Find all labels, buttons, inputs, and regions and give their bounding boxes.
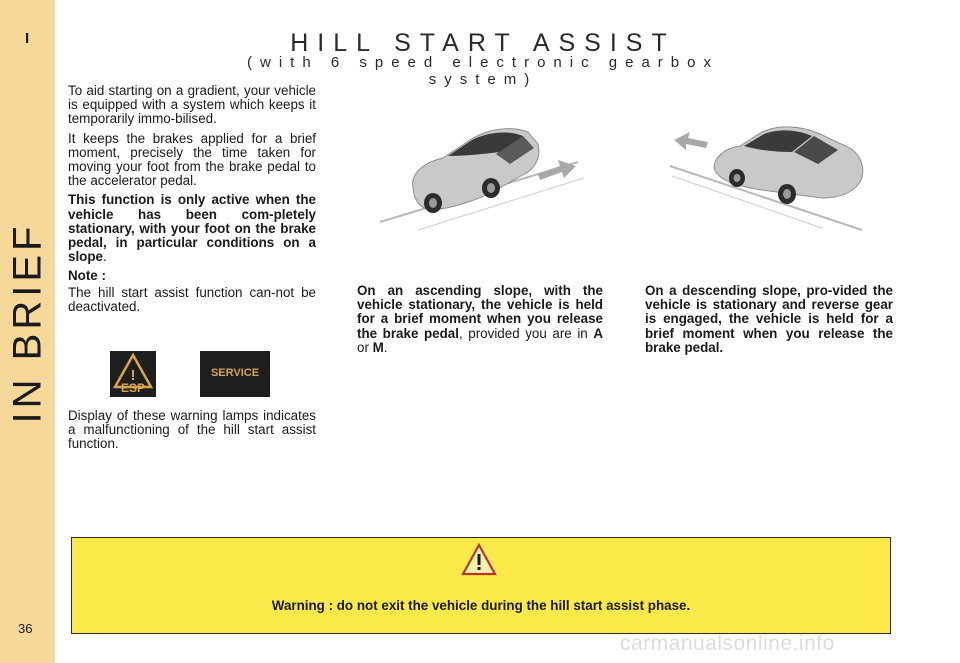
page-number: 36 — [18, 621, 33, 636]
watermark: carmanualsonline.info — [620, 632, 835, 655]
intro-paragraph: To aid starting on a gradient, your vehicle is equipped with a system which keeps it temporarily immo-bilised. — [68, 83, 316, 127]
warning-text: Warning : do not exit the vehicle during the hill start assist phase. — [271, 598, 691, 613]
ascending-caption-mid: , provided you are in — [458, 325, 594, 341]
ascending-caption-bold: On an ascending slope, with the vehicle stationary, the vehicle is held for a brief moment when you release the brake pedal — [357, 283, 603, 341]
svg-text:!: ! — [130, 367, 136, 384]
page-subtitle: (with 6 speed electronic gearbox system) — [247, 54, 719, 88]
service-lamp-label: SERVICE — [210, 367, 260, 379]
descending-slope-car-illustration — [662, 118, 882, 238]
service-warning-lamp — [200, 351, 270, 397]
intro-text — [68, 84, 316, 319]
intro-paragraph: It keeps the brakes applied for a brief moment, precisely the time taken for moving your foot from the brake pedal to the accelerator pedal. — [68, 130, 316, 189]
warning-triangle-icon — [461, 543, 497, 576]
activation-condition — [68, 193, 316, 264]
ascending-caption-end: . — [383, 339, 388, 355]
section-label — [4, 222, 52, 424]
ascending-caption-or: or — [357, 339, 373, 355]
activation-condition-bold: This function is only active when the vehicle has been com-pletely stationary, with your foot on the brake pedal, in particular conditions on a slope — [68, 192, 316, 265]
note-label-text: Note : — [68, 268, 106, 284]
note-label — [68, 269, 316, 283]
section-mark: I — [25, 30, 30, 47]
sidebar — [0, 0, 55, 663]
page-title: HILL START ASSIST — [290, 29, 676, 57]
ascending-slope-caption — [357, 284, 603, 355]
note-text: The hill start assist function can-not be deactivated. — [68, 284, 316, 314]
lamp-description: Display of these warning lamps indicates a malfunctioning of the hill start assist function. — [68, 408, 316, 452]
ascending-slope-car-illustration — [378, 110, 586, 235]
activation-condition-end: . — [102, 249, 107, 265]
gear-m: M — [372, 339, 384, 355]
gear-a: A — [593, 325, 604, 341]
section-label-text: IN BRIEF — [5, 222, 50, 424]
esp-warning-lamp — [110, 351, 156, 397]
esp-lamp-label: ESP — [120, 381, 145, 395]
descending-slope-caption: On a descending slope, pro-vided the vehicle is stationary and reverse gear is engaged, the vehicle is held for a brief moment when you release the brake pedal. — [645, 283, 893, 355]
warning-box — [71, 537, 891, 634]
